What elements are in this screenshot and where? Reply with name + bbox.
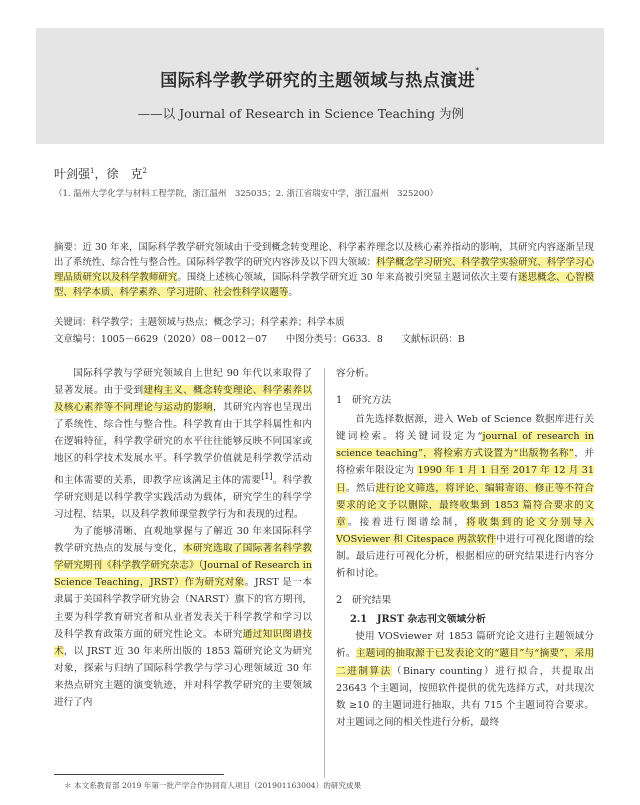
subsection-heading-2-1: 2.1 JRST 杂志刊文领域分析 xyxy=(350,614,486,626)
author-1-sup: 1 xyxy=(90,167,95,175)
continued-text: 容分析。 xyxy=(336,368,375,379)
abstract-text-1: 摘要：近 30 年来，国际科学教学研究领域由于受到概念转变理论、科学素养理念以及核心素养指动的影响，其研究内容逐渐呈现出了系统性、综合性与整合性。国际科学教学的研究内容涉及以下四大领域： xyxy=(54,242,594,268)
citation-ref: [1] xyxy=(261,471,273,481)
abstract xyxy=(54,240,594,300)
article-codes xyxy=(54,331,465,345)
keywords: 关键词：科学教学；主题领域与热点；概念学习；科学素养；科学本质 xyxy=(54,317,345,328)
clc-number: 中图分类号：G633．8 xyxy=(285,334,383,345)
left-highlight-1: 建构主义、概念转变理论、科学素养以及核心素养等不同理论与运动的影响 xyxy=(54,385,313,414)
author-2-sup: 2 xyxy=(142,167,147,175)
column-divider xyxy=(324,368,325,778)
right-highlight-1: journal of research in science teaching”，将检索方式设置为“出版物名称” xyxy=(336,431,595,460)
methods-paragraph: 首先选择数据源，进入 Web of Science 数据库进行关键词检索。将关键词设定为“journal of research in science teaching”，将检索方式设置为“出版物名称”，并将检索年限设定为 1990 年 1 月 1 日至 2017 年 12 月 31 日。然后进行论文筛选，将评论、编辑寄语、修正等不符合要求的论文予以删除，最终收集到 1853 篇符合要求的文章。接着进行图谱绘制，将收集到的论文分别导入 VOSviewer 和 Citespace 两款软件中进行可视化图谱的绘制。最后进行可视化分析，根据相应的研究结果进行内容分析和讨论。 xyxy=(336,414,595,580)
section-heading-results: 2 研究结果 xyxy=(336,595,392,607)
author-2: 徐 克 xyxy=(106,167,143,181)
paper-subtitle: ——以 Journal of Research in Science Teaching 为例 xyxy=(137,106,464,121)
abstract-highlight-2: 迷思概念、心智模型、科学本质、科学素养、学习进阶、社会性科学议题等 xyxy=(54,272,594,298)
author-1: 叶剑强 xyxy=(54,167,91,181)
abstract-text-3: 。 xyxy=(288,287,298,298)
results-paragraph: 使用 VOSviewer 对 1853 篇研究论文进行主题领域分析。主题词的抽取源于已发表论文的“题目”与“摘要”，采用二进制算法（Binary counting）进行拟合，共提取出 23643 个主题词，按照软件提供的优先选择方式，对共现次数 ≥10 的主题词进行抽取，共有 715 个主题词符合要求。对主题词之间的相关性进行分析，最终 xyxy=(336,631,595,728)
section-heading-methods: 1 研究方法 xyxy=(336,395,392,407)
right-highlight-4: 将收集到的论文分别导入 VOSviewer 和 Citespace 两款软件 xyxy=(336,516,595,545)
authors xyxy=(54,165,147,182)
abstract-highlight-1: 科学概念学习研究、科学教学实验研究、科学学习心理品质研究以及科学教师研究 xyxy=(54,257,594,283)
article-number: 文章编号：1005－6629（2020）08－0012－07 xyxy=(54,334,268,345)
intro-paragraph-1: 国际科学教与学研究领域自上世纪 90 年代以来取得了显著发展。由于受到建构主义、概念转变理论、科学素养以及核心素养等不同理论与运动的影响，其研究内容也呈现出了系统性、综合性与整合性。科学教育由于其学科属性和内在逻辑特征，科学教学研究的水平往往能够反映不同国家或地区的科学技术发展水平。科学教学价值就是科学教学活动和主体需要的关系，即教学应该满足主体的需要[1]。科学教学研究则是以科学教学实践活动为载体，研究学生的科学学习过程、结果，以及科学教师课堂教学行为和表现的过程。 xyxy=(54,368,313,520)
title-band xyxy=(36,28,604,144)
right-highlight-3: 进行论文筛选，将评论、编辑寄语、修正等不符合要求的论文予以删除，最终收集到 1853 篇符合要求的文章 xyxy=(336,482,595,528)
footnote-rule xyxy=(54,774,224,775)
left-column xyxy=(54,365,312,711)
document-code: 文献标识码：B xyxy=(401,334,465,345)
affiliation: （1. 温州大学化学与材料工程学院，浙江温州 325035；2. 浙江省瑞安中学，浙江温州 325200） xyxy=(54,189,439,199)
abstract-text-2: 。围绕上述核心领域，国际科学教学研究近 30 年来高被引突显主题词依次主要有 xyxy=(177,272,519,283)
paper-title: 国际科学教学研究的主题领域与热点演进* xyxy=(160,66,480,91)
footnote: ＊ 本文系教育部 2019 年第一批产学合作协同育人项目（201901163004）的研究成果 xyxy=(64,781,362,790)
right-highlight-5: 主题词的抽取源于已发表论文的“题目”与“摘要”，采用二进制算法 xyxy=(336,648,595,677)
right-column xyxy=(336,365,594,731)
left-highlight-3: 通过知识图谱技术 xyxy=(54,628,313,657)
title-footnote-mark: * xyxy=(475,66,480,75)
author-separator: ， xyxy=(94,167,107,181)
left-highlight-2: 本研究选取了国际著名科学教学研究期刊《科学教学研究杂志》（Journal of Research in Science Teaching，JRST）作为研究对象 xyxy=(54,543,313,589)
intro-paragraph-2: 为了能够清晰、直观地掌握与了解近 30 年来国际科学教学研究热点的发展与变化，本研究选取了国际著名科学教学研究期刊《科学教学研究杂志》（Journal of Research in Science Teaching，JRST）作为研究对象。JRST 是一本隶属于美国科学教学研究协会（NARST）旗下的官方期刊，主要为科学教育研究者和从业者发表关于科学教学和学习以及科学教育政策方面的研究性论文。本研究通过知识图谱技术，以 JRST 近 30 年来所出版的 1853 篇研究论文为研究对象，探索与归纳了国际科学教学与学习心理领域近 30 年来热点研究主题的演变轨迹，并对科学教学研究的主要领域进行了内 xyxy=(54,526,313,708)
right-highlight-2: 1990 年 1 月 1 日至 2017 年 12 月 31 日 xyxy=(336,465,594,494)
